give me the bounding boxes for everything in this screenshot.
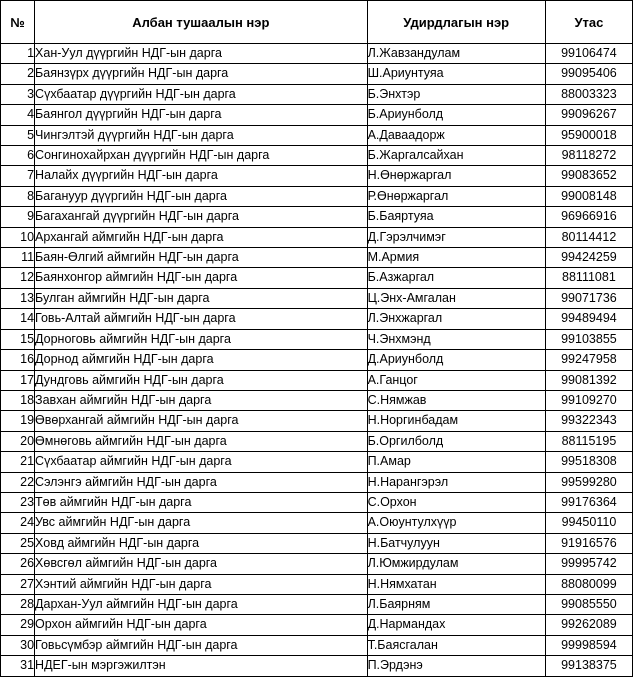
cell-no: 25 <box>1 533 35 553</box>
table-row <box>1 635 633 655</box>
cell-no: 22 <box>1 472 35 492</box>
cell-position: Налайх дүүргийн НДГ-ын дарга <box>35 166 368 186</box>
table-row <box>1 166 633 186</box>
cell-no: 12 <box>1 268 35 288</box>
cell-leader: Л.Баярням <box>367 594 545 614</box>
cell-no: 11 <box>1 248 35 268</box>
cell-phone: 99071736 <box>545 288 632 308</box>
table-row <box>1 615 633 635</box>
cell-leader: Ч.Энхмэнд <box>367 329 545 349</box>
cell-position: Дорнод аймгийн НДГ-ын дарга <box>35 350 368 370</box>
cell-no: 6 <box>1 146 35 166</box>
cell-no: 16 <box>1 350 35 370</box>
table-row <box>1 513 633 533</box>
cell-phone: 99095406 <box>545 64 632 84</box>
cell-phone: 99247958 <box>545 350 632 370</box>
cell-position: Орхон аймгийн НДГ-ын дарга <box>35 615 368 635</box>
cell-leader: А.Ганцог <box>367 370 545 390</box>
cell-no: 20 <box>1 431 35 451</box>
cell-phone: 99262089 <box>545 615 632 635</box>
cell-position: НДЕГ-ын мэргэжилтэн <box>35 656 368 676</box>
table-body <box>1 44 633 677</box>
cell-position: Завхан аймгийн НДГ-ын дарга <box>35 390 368 410</box>
cell-no: 4 <box>1 105 35 125</box>
table-row <box>1 594 633 614</box>
cell-position: Чингэлтэй дүүргийн НДГ-ын дарга <box>35 125 368 145</box>
cell-no: 5 <box>1 125 35 145</box>
cell-phone: 96966916 <box>545 207 632 227</box>
cell-no: 7 <box>1 166 35 186</box>
table-row <box>1 44 633 64</box>
cell-position: Өмнөговь аймгийн НДГ-ын дарга <box>35 431 368 451</box>
cell-position: Архангай аймгийн НДГ-ын дарга <box>35 227 368 247</box>
cell-position: Сүхбаатар дүүргийн НДГ-ын дарга <box>35 84 368 104</box>
column-header-leader: Удирдлагын нэр <box>367 1 545 44</box>
cell-leader: Ш.Ариунтуяа <box>367 64 545 84</box>
cell-no: 29 <box>1 615 35 635</box>
cell-no: 10 <box>1 227 35 247</box>
cell-position: Дундговь аймгийн НДГ-ын дарга <box>35 370 368 390</box>
cell-leader: Н.Өнөржаргал <box>367 166 545 186</box>
table-row <box>1 248 633 268</box>
cell-position: Булган аймгийн НДГ-ын дарга <box>35 288 368 308</box>
table-row <box>1 329 633 349</box>
table-row <box>1 452 633 472</box>
cell-leader: Р.Өнөржаргал <box>367 186 545 206</box>
cell-leader: П.Амар <box>367 452 545 472</box>
cell-no: 19 <box>1 411 35 431</box>
cell-no: 2 <box>1 64 35 84</box>
table-row <box>1 207 633 227</box>
cell-position: Сэлэнгэ аймгийн НДГ-ын дарга <box>35 472 368 492</box>
column-header-no: № <box>1 1 35 44</box>
cell-leader: А.Оюунтулхүүр <box>367 513 545 533</box>
cell-phone: 99085550 <box>545 594 632 614</box>
table-row <box>1 492 633 512</box>
table-row <box>1 186 633 206</box>
cell-phone: 88003323 <box>545 84 632 104</box>
cell-no: 26 <box>1 554 35 574</box>
table-row <box>1 533 633 553</box>
cell-leader: Л.Юмжирдулам <box>367 554 545 574</box>
cell-leader: Т.Баясгалан <box>367 635 545 655</box>
cell-phone: 88115195 <box>545 431 632 451</box>
cell-position: Өвөрхангай аймгийн НДГ-ын дарга <box>35 411 368 431</box>
cell-position: Увс аймгийн НДГ-ын дарга <box>35 513 368 533</box>
table-row <box>1 656 633 676</box>
cell-phone: 99081392 <box>545 370 632 390</box>
cell-no: 15 <box>1 329 35 349</box>
cell-position: Багануур дүүргийн НДГ-ын дарга <box>35 186 368 206</box>
cell-no: 18 <box>1 390 35 410</box>
column-header-phone: Утас <box>545 1 632 44</box>
cell-position: Баянгол дүүргийн НДГ-ын дарга <box>35 105 368 125</box>
cell-position: Сонгинохайрхан дүүргийн НДГ-ын дарга <box>35 146 368 166</box>
cell-phone: 98118272 <box>545 146 632 166</box>
table-row <box>1 309 633 329</box>
cell-leader: Б.Ариунболд <box>367 105 545 125</box>
cell-phone: 99322343 <box>545 411 632 431</box>
cell-position: Ховд аймгийн НДГ-ын дарга <box>35 533 368 553</box>
cell-position: Баянзүрх дүүргийн НДГ-ын дарга <box>35 64 368 84</box>
cell-position: Говь-Алтай аймгийн НДГ-ын дарга <box>35 309 368 329</box>
table-row <box>1 574 633 594</box>
cell-phone: 99106474 <box>545 44 632 64</box>
cell-no: 9 <box>1 207 35 227</box>
cell-phone: 99998594 <box>545 635 632 655</box>
table-header <box>1 1 633 44</box>
cell-leader: Ц.Энх-Амгалан <box>367 288 545 308</box>
cell-position: Сүхбаатар аймгийн НДГ-ын дарга <box>35 452 368 472</box>
table-row <box>1 288 633 308</box>
cell-leader: Н.Нарангэрэл <box>367 472 545 492</box>
cell-phone: 99138375 <box>545 656 632 676</box>
cell-position: Говьсүмбэр аймгийн НДГ-ын дарга <box>35 635 368 655</box>
cell-leader: М.Армия <box>367 248 545 268</box>
cell-phone: 91916576 <box>545 533 632 553</box>
cell-leader: Б.Баяртуяа <box>367 207 545 227</box>
cell-no: 31 <box>1 656 35 676</box>
cell-leader: Н.Нямхатан <box>367 574 545 594</box>
cell-no: 1 <box>1 44 35 64</box>
table-header-row <box>1 1 633 44</box>
cell-phone: 80114412 <box>545 227 632 247</box>
table-row <box>1 350 633 370</box>
cell-position: Дархан-Уул аймгийн НДГ-ын дарга <box>35 594 368 614</box>
cell-leader: Д.Гэрэлчимэг <box>367 227 545 247</box>
table-row <box>1 472 633 492</box>
table-row <box>1 146 633 166</box>
cell-position: Дорноговь аймгийн НДГ-ын дарга <box>35 329 368 349</box>
cell-no: 24 <box>1 513 35 533</box>
cell-phone: 99109270 <box>545 390 632 410</box>
cell-position: Багахангай дүүргийн НДГ-ын дарга <box>35 207 368 227</box>
table-row <box>1 390 633 410</box>
cell-leader: Л.Энхжаргал <box>367 309 545 329</box>
cell-phone: 95900018 <box>545 125 632 145</box>
table-row <box>1 84 633 104</box>
cell-leader: А.Даваадорж <box>367 125 545 145</box>
cell-leader: Б.Оргилболд <box>367 431 545 451</box>
cell-phone: 99599280 <box>545 472 632 492</box>
cell-leader: Д.Ариунболд <box>367 350 545 370</box>
cell-phone: 99424259 <box>545 248 632 268</box>
cell-no: 28 <box>1 594 35 614</box>
cell-no: 30 <box>1 635 35 655</box>
cell-phone: 99518308 <box>545 452 632 472</box>
cell-leader: Н.Батчулуун <box>367 533 545 553</box>
table-row <box>1 64 633 84</box>
cell-phone: 99995742 <box>545 554 632 574</box>
cell-no: 27 <box>1 574 35 594</box>
cell-leader: П.Эрдэнэ <box>367 656 545 676</box>
cell-no: 3 <box>1 84 35 104</box>
table-row <box>1 125 633 145</box>
cell-no: 17 <box>1 370 35 390</box>
cell-position: Хөвсгөл аймгийн НДГ-ын дарга <box>35 554 368 574</box>
cell-phone: 99008148 <box>545 186 632 206</box>
cell-phone: 88111081 <box>545 268 632 288</box>
table-row <box>1 431 633 451</box>
column-header-position: Албан тушаалын нэр <box>35 1 368 44</box>
cell-no: 13 <box>1 288 35 308</box>
cell-position: Баянхонгор аймгийн НДГ-ын дарга <box>35 268 368 288</box>
cell-phone: 99096267 <box>545 105 632 125</box>
cell-leader: Д.Нармандах <box>367 615 545 635</box>
cell-position: Төв аймгийн НДГ-ын дарга <box>35 492 368 512</box>
cell-leader: Б.Энхтэр <box>367 84 545 104</box>
table-row <box>1 227 633 247</box>
table-row <box>1 268 633 288</box>
cell-leader: Л.Жавзандулам <box>367 44 545 64</box>
cell-leader: Н.Норгинбадам <box>367 411 545 431</box>
table-row <box>1 411 633 431</box>
cell-no: 8 <box>1 186 35 206</box>
cell-leader: Б.Жаргалсайхан <box>367 146 545 166</box>
cell-phone: 99450110 <box>545 513 632 533</box>
cell-phone: 99083652 <box>545 166 632 186</box>
cell-phone: 99176364 <box>545 492 632 512</box>
table-row <box>1 105 633 125</box>
cell-phone: 99489494 <box>545 309 632 329</box>
cell-position: Хэнтий аймгийн НДГ-ын дарга <box>35 574 368 594</box>
table-row <box>1 370 633 390</box>
cell-no: 23 <box>1 492 35 512</box>
cell-position: Баян-Өлгий аймгийн НДГ-ын дарга <box>35 248 368 268</box>
cell-leader: С.Орхон <box>367 492 545 512</box>
cell-phone: 99103855 <box>545 329 632 349</box>
cell-no: 14 <box>1 309 35 329</box>
cell-leader: С.Нямжав <box>367 390 545 410</box>
cell-leader: Б.Азжаргал <box>367 268 545 288</box>
cell-phone: 88080099 <box>545 574 632 594</box>
table-row <box>1 554 633 574</box>
cell-position: Хан-Уул дүүргийн НДГ-ын дарга <box>35 44 368 64</box>
cell-no: 21 <box>1 452 35 472</box>
